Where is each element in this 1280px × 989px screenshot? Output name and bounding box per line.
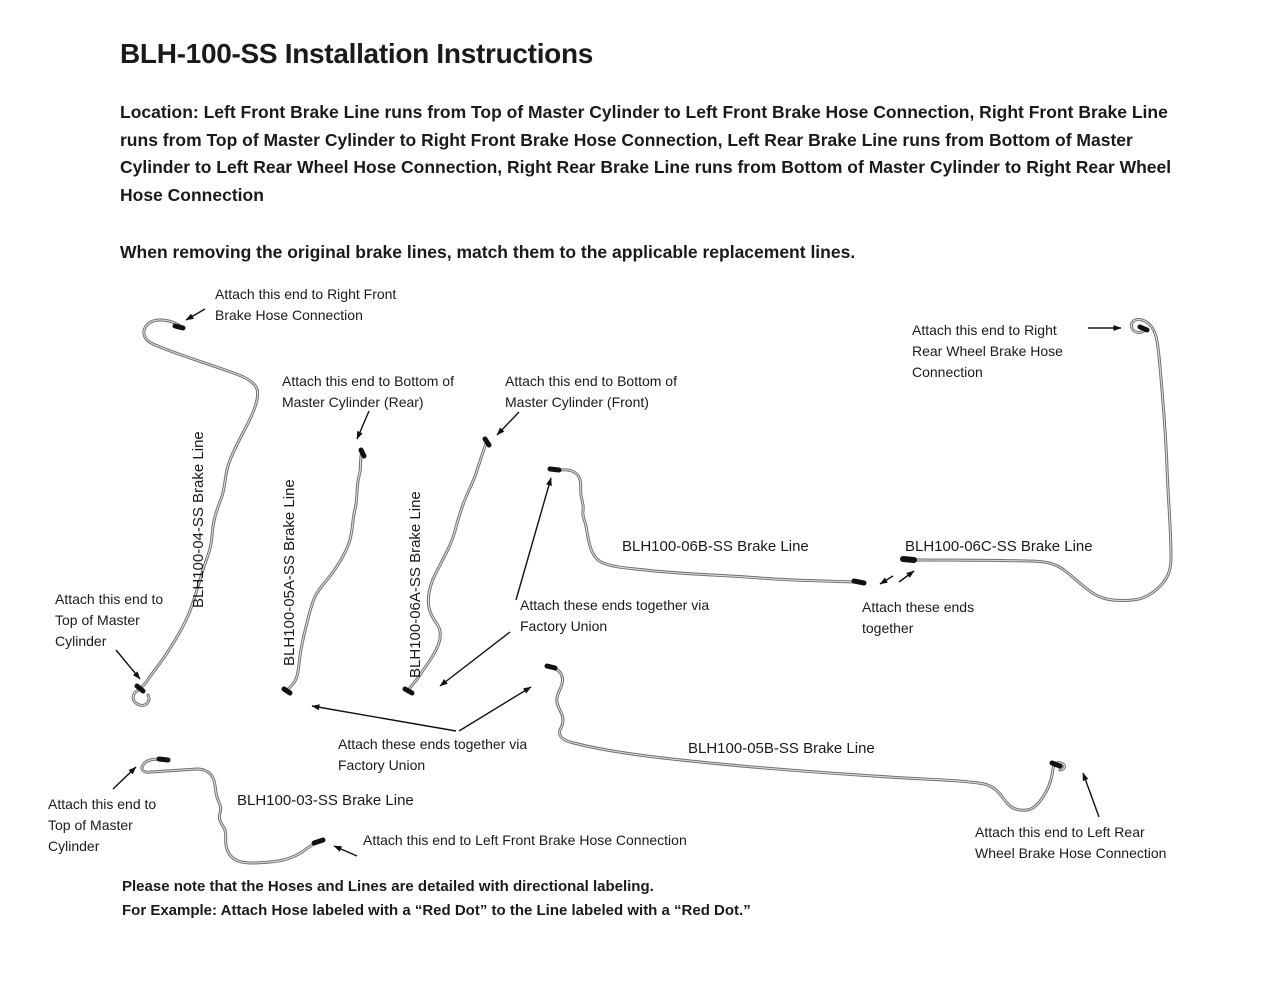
fitting-05a-top: [361, 450, 364, 456]
label-union-bottom: Attach these ends together via Factory Union: [338, 736, 528, 773]
label-attach-top-master-lower: Attach this end to Top of Master Cylinder: [48, 796, 157, 854]
fitting-06b-right: [854, 581, 864, 583]
label-line-blh100-03: BLH100-03-SS Brake Line: [237, 792, 414, 809]
fitting-05b-right: [1052, 763, 1060, 766]
label-attach-right-front: Attach this end to Right Front Brake Hose Connection: [215, 286, 397, 323]
fitting-06c-left: [903, 559, 914, 560]
fitting-05b-top: [547, 666, 555, 668]
page-title: BLH-100-SS Installation Instructions: [120, 38, 594, 69]
label-attach-right-rear: Attach this end to Right Rear Wheel Brake Hose Connection: [912, 322, 1063, 380]
brake-line-06b-path: [560, 470, 858, 582]
footer-note-line2: For Example: Attach Hose labeled with a “Red Dot” to the Line labeled with a “Red Dot.”: [122, 902, 751, 919]
label-attach-together-right: Attach these ends together: [862, 599, 975, 636]
fitting-06a-bottom: [405, 689, 412, 693]
label-line-blh100-04: BLH100-04-SS Brake Line: [190, 431, 207, 608]
arrow-union-center-down-icon: [440, 632, 510, 686]
label-attach-top-master-upper: Attach this end to Top of Master Cylinder: [55, 591, 164, 649]
label-line-blh100-06c: BLH100-06C-SS Brake Line: [905, 538, 1093, 555]
location-paragraph: Location: Left Front Brake Line runs from Top of Master Cylinder to Left Front Brake Hose Connection, Right Front Brake Line runs from Top of Master Cylinder to Right Front Brake Hose Connection, Left Rear Brake Line runs from Bottom of Master Cylinder to Left Rear Wheel Hose Connection, Right Rear Brake Line runs from Bottom of Master Cylinder to Right Rear Wheel Hose Connection: [120, 102, 1172, 205]
arrow-left-front-icon: [334, 846, 357, 856]
arrow-union-center-up-icon: [516, 478, 551, 600]
label-union-center: Attach these ends together via Factory Union: [520, 597, 710, 634]
label-line-blh100-05a: BLH100-05A-SS Brake Line: [281, 479, 298, 666]
arrow-union-bottom-right-icon: [459, 687, 531, 731]
fitting-06b-left: [550, 469, 559, 470]
fitting-03-right: [314, 840, 323, 843]
arrow-together-left-icon: [880, 576, 893, 584]
fitting-04-top: [175, 326, 183, 328]
arrow-union-bottom-left-icon: [312, 706, 456, 731]
label-line-blh100-06b: BLH100-06B-SS Brake Line: [622, 538, 809, 555]
label-line-blh100-05b: BLH100-05B-SS Brake Line: [688, 740, 875, 757]
footer-note-line1: Please note that the Hoses and Lines are detailed with directional labeling.: [122, 878, 654, 895]
fitting-06c-top: [1140, 327, 1147, 330]
brake-line-05a-path: [287, 452, 362, 692]
arrow-bottom-rear-icon: [357, 411, 369, 439]
fitting-05a-bottom: [284, 689, 290, 693]
arrow-top-master-lower-icon: [113, 767, 136, 789]
label-line-blh100-06a: BLH100-06A-SS Brake Line: [407, 491, 424, 678]
removal-note: When removing the original brake lines, match them to the applicable replacement lines.: [120, 242, 856, 262]
arrow-left-rear-icon: [1083, 773, 1099, 817]
arrow-right-front-icon: [186, 309, 205, 320]
label-attach-left-rear: Attach this end to Left Rear Wheel Brake Hose Connection: [975, 824, 1167, 861]
brake-line-05a-highlight: [287, 452, 362, 692]
arrow-top-master-upper-icon: [116, 650, 140, 679]
arrow-bottom-front-icon: [497, 412, 519, 435]
label-attach-bottom-rear: Attach this end to Bottom of Master Cylinder (Rear): [282, 373, 454, 410]
fitting-06a-top: [485, 439, 489, 445]
label-attach-left-front: Attach this end to Left Front Brake Hose Connection: [363, 832, 687, 848]
fitting-03-left: [159, 759, 168, 760]
arrow-together-right-icon: [899, 571, 914, 582]
label-attach-bottom-front: Attach this end to Bottom of Master Cylinder (Front): [505, 373, 677, 410]
